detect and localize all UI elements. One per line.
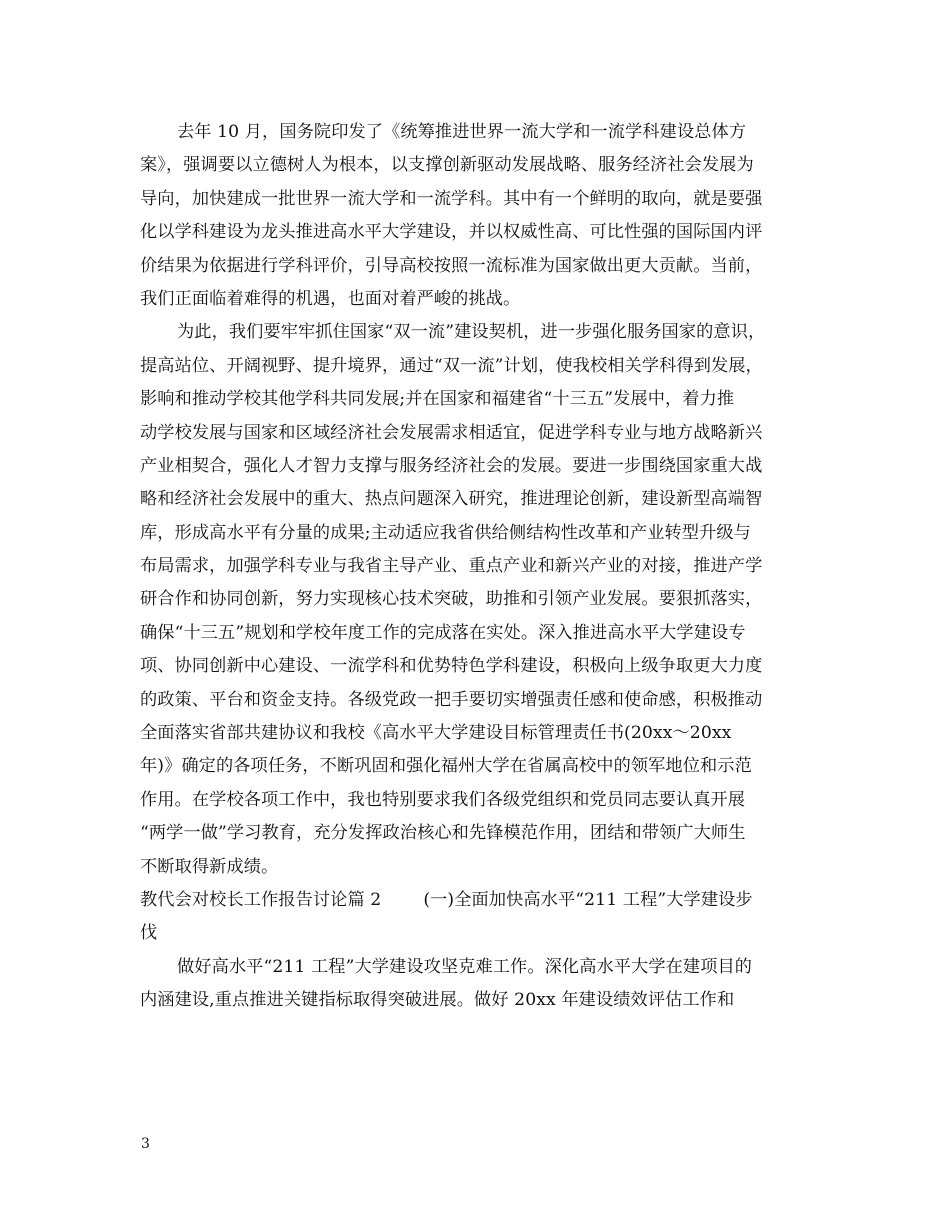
section-heading xyxy=(140,884,818,917)
paragraph-2-line-16: “两学一做”学习教育，充分发挥政治核心和先锋模范作用，团结和带领广大师生 xyxy=(140,823,746,844)
paragraph-2-line-1: 为此，我们要牢牢抓住国家“双一流”建设契机，进一步强化服务国家的意识， xyxy=(177,322,766,343)
paragraph-2-line-11: 项、协同创新中心建设、一流学科和优势特色学科建设，积极向上级争取更大力度 xyxy=(140,656,763,677)
paragraph-2-line-17: 不断取得新成绩。 xyxy=(140,856,279,877)
paragraph-2-line-4: 动学校发展与国家和区域经济社会发展需求相适宜，促进学科专业与地方战略新兴 xyxy=(140,422,763,443)
document-body xyxy=(140,116,818,1018)
paragraph-1-line-4: 化以学科建设为龙头推进高水平大学建设，并以权威性高、可比性强的国际国内评 xyxy=(140,222,763,243)
page-number: 3 xyxy=(141,1136,150,1152)
closing-paragraph-line-1: 做好高水平“211 工程”大学建设攻坚克难工作。深化高水平大学在建项目的 xyxy=(177,956,753,977)
section-title: 教代会对校长工作报告讨论篇 2 xyxy=(140,889,382,910)
paragraph-2-line-15: 作用。在学校各项工作中，我也特别要求我们各级党组织和党员同志要认真开展 xyxy=(140,789,746,810)
paragraph-1-line-5: 价结果为依据进行学科评价，引导高校按照一流标准为国家做出更大贡献。当前， xyxy=(140,255,763,276)
paragraph-2-line-2: 提高站位、开阔视野、提升境界，通过“双一流”计划，使我校相关学科得到发展， xyxy=(140,355,763,376)
paragraph-2-line-7: 库，形成高水平有分量的成果;主动适应我省供给侧结构性改革和产业转型升级与 xyxy=(140,522,751,543)
paragraph-2-line-5: 产业相契合，强化人才智力支撑与服务经济社会的发展。要进一步围绕国家重大战 xyxy=(140,455,763,476)
paragraph-2-line-10: 确保“十三五”规划和学校年度工作的完成落在实处。深入推进高水平大学建设专 xyxy=(140,622,746,643)
paragraph-1-line-1: 去年 10 月，国务院印发了《统筹推进世界一流大学和一流学科建设总体方 xyxy=(177,122,747,142)
paragraph-1-line-2: 案》，强调要以立德树人为根本，以支撑创新驱动发展战略、服务经济社会发展为 xyxy=(140,155,754,176)
section-subtitle-continuation: 伐 xyxy=(140,923,158,944)
paragraph-1-line-3: 导向，加快建成一批世界一流大学和一流学科。其中有一个鲜明的取向，就是要强 xyxy=(140,188,763,209)
paragraph-1-line-6: 我们正面临着难得的机遇，也面对着严峻的挑战。 xyxy=(140,288,521,309)
paragraph-2-line-9: 研合作和协同创新，努力实现核心技术突破，助推和引领产业发展。要狠抓落实， xyxy=(140,589,763,610)
paragraph-2-line-3: 影响和推动学校其他学科共同发展;并在国家和福建省“十三五”发展中，着力推 xyxy=(140,389,735,410)
paragraph-2-line-13: 全面落实省部共建协议和我校《高水平大学建设目标管理责任书(20xx～20xx xyxy=(140,723,732,744)
section-subtitle: (一)全面加快高水平“211 工程”大学建设步 xyxy=(423,889,753,910)
paragraph-2-line-12: 的政策、平台和资金支持。各级党政一把手要切实增强责任感和使命感，积极推动 xyxy=(140,689,763,710)
paragraph-2-line-14: 年)》确定的各项任务，不断巩固和强化福州大学在省属高校中的领军地位和示范 xyxy=(140,756,752,777)
paragraph-2-line-8: 布局需求，加强学科专业与我省主导产业、重点产业和新兴产业的对接，推进产学 xyxy=(140,556,763,577)
closing-paragraph-line-2: 内涵建设,重点推进关键指标取得突破进展。做好 20xx 年建设绩效评估工作和 xyxy=(140,990,735,1011)
paragraph-2-line-6: 略和经济社会发展中的重大、热点问题深入研究，推进理论创新，建设新型高端智 xyxy=(140,489,763,510)
